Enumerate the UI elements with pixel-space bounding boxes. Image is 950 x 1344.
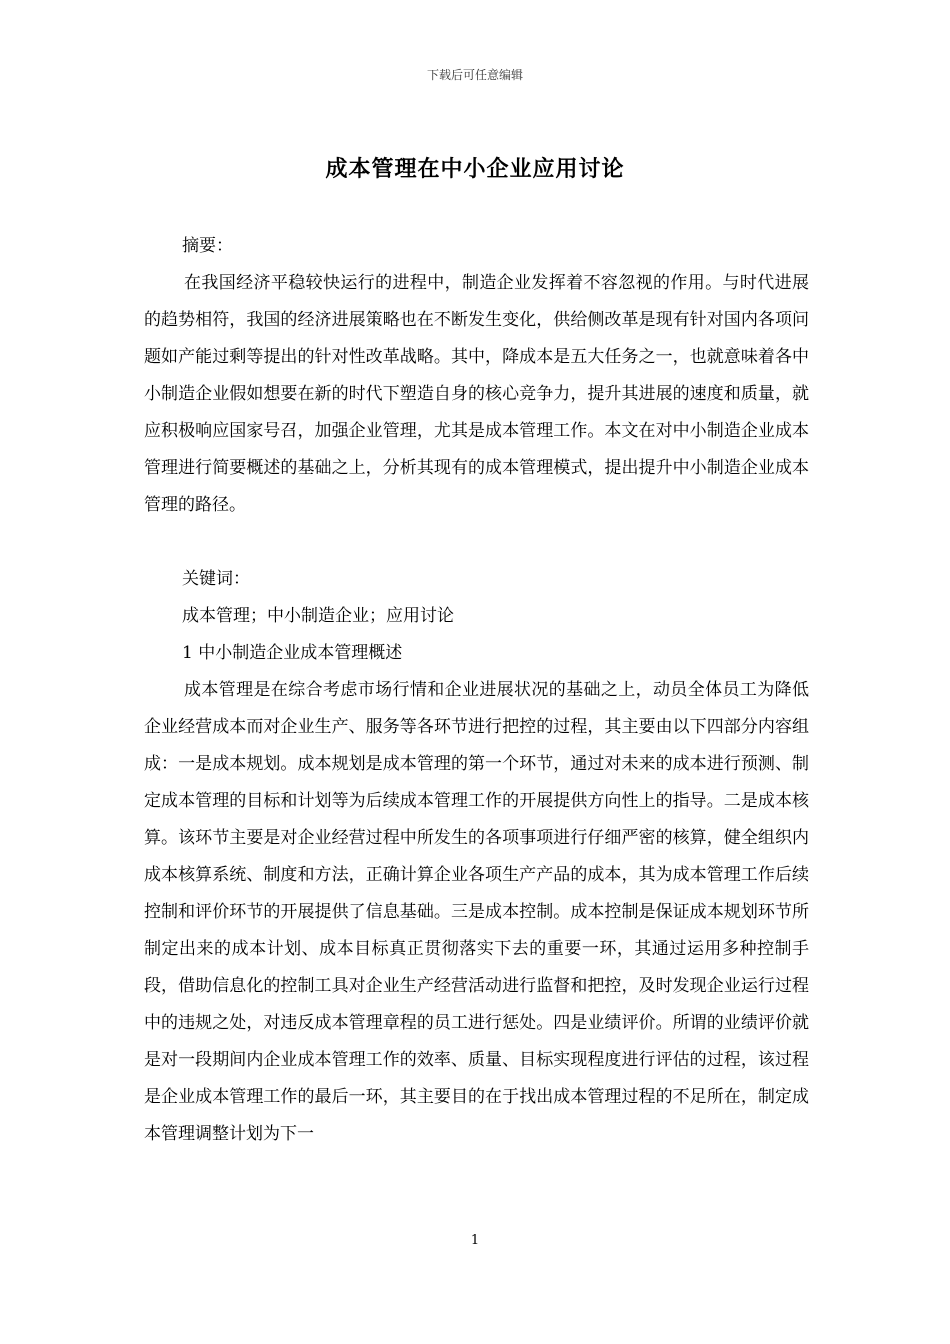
abstract-label: 摘要： bbox=[182, 236, 233, 256]
page-number: 1 bbox=[470, 1233, 480, 1248]
keywords-label: 关键词： bbox=[182, 569, 250, 589]
section-paragraph: 成本管理是在综合考虑市场行情和企业进展状况的基础之上，动员全体员工为降低企业经营成本而对企业生产、服务等各环节进行把控的过程，其主要由以下四部分内容组成：一是成本规划。成本规划是成本管理的第一个环节，通过对未来的成本进行预测、制定成本管理的目标和计划等为后续成本管理工作的开展提供方向性上的指导。二是成本核算。该环节主要是对企业经营过程中所发生的各项事项进行仔细严密的核算，健全组织内成本核算系统、制度和方法，正确计算企业各项生产产品的成本，其为成本管理工作后续控制和评价环节的开展提供了信息基础。三是成本控制。成本控制是保证成本规划环节所制定出来的成本计划、成本目标真正贯彻落实下去的重要一环，其通过运用多种控制手段，借助信息化的控制工具对企业生产经营活动进行监督和把控，及时发现企业运行过程中的违规之处，对违反成本管理章程的员工进行惩处。四是业绩评价。所谓的业绩评价就是对一段期间内企业成本管理工作的效率、质量、目标实现程度进行评估的过程，该过程是企业成本管理工作的最后一环，其主要目的在于找出成本管理过程的不足所在，制定成本管理调整计划为下一 bbox=[144, 680, 809, 1144]
header-note: 下载后可任意编辑 bbox=[426, 68, 523, 82]
document-body bbox=[144, 228, 809, 1153]
paragraph-spacer bbox=[144, 524, 809, 561]
abstract-paragraph: 在我国经济平稳较快运行的进程中，制造企业发挥着不容忽视的作用。与时代进展的趋势相符，我国的经济进展策略也在不断发生变化，供给侧改革是现有针对国内各项问题如产能过剩等提出的针对性改革战略。其中，降成本是五大任务之一，也就意味着各中小制造企业假如想要在新的时代下塑造自身的核心竞争力，提升其进展的速度和质量，就应积极响应国家号召，加强企业管理，尤其是成本管理工作。本文在对中小制造企业成本管理进行简要概述的基础之上，分析其现有的成本管理模式，提出提升中小制造企业成本管理的路径。 bbox=[144, 273, 809, 515]
keywords-text: 成本管理；中小制造企业；应用讨论 bbox=[182, 606, 454, 626]
section-heading: 1 中小制造企业成本管理概述 bbox=[182, 643, 403, 663]
document-title: 成本管理在中小企业应用讨论 bbox=[325, 156, 625, 182]
